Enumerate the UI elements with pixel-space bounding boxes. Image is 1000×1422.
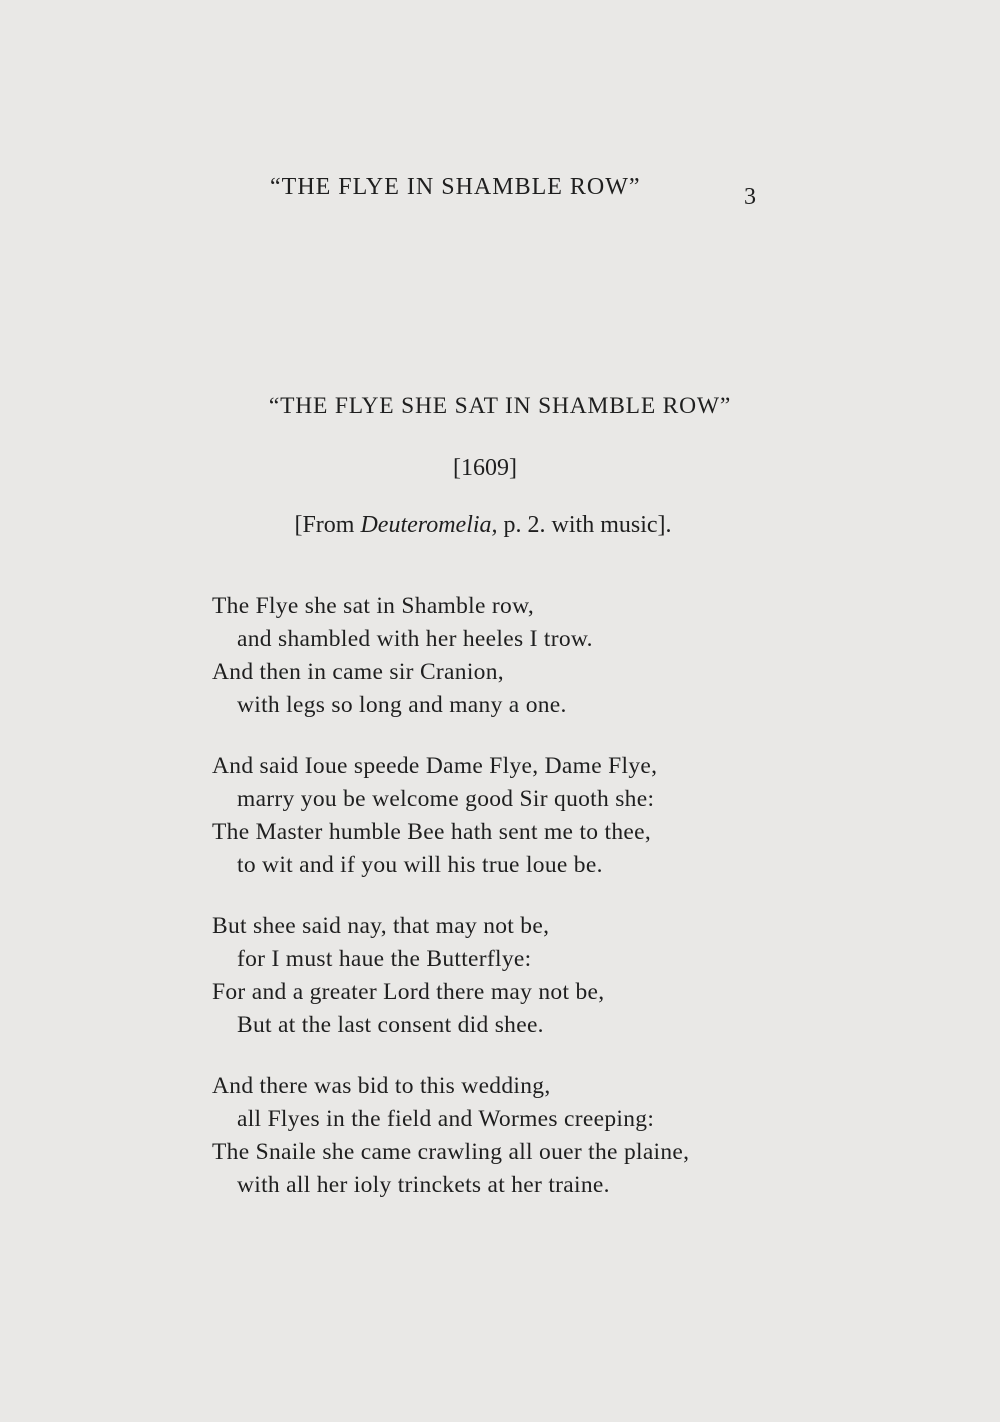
running-head: “THE FLYE IN SHAMBLE ROW” [270, 174, 641, 200]
stanza-3 [212, 910, 812, 1042]
source-prefix: [From [294, 512, 361, 538]
poem-date: [1609] [453, 455, 517, 481]
verse-line: For and a greater Lord there may not be, [212, 979, 605, 1005]
source-note [0, 512, 966, 539]
verse-line: The Master humble Bee hath sent me to thee, [212, 819, 652, 845]
source-suffix: p. 2. with music]. [497, 512, 672, 538]
verse-line: and shambled with her heeles I trow. [237, 626, 593, 652]
verse-line: But shee said nay, that may not be, [212, 913, 550, 939]
source-work-title: Deuteromelia, [360, 512, 498, 538]
verse-line: marry you be welcome good Sir quoth she: [237, 786, 655, 812]
poem-title: “THE FLYE SHE SAT IN SHAMBLE ROW” [268, 393, 732, 419]
verse-line: all Flyes in the field and Wormes creeping: [237, 1106, 655, 1132]
verse-line: And there was bid to this wedding, [212, 1073, 551, 1099]
verse-line: with legs so long and many a one. [237, 692, 567, 718]
verse-line: And said Ioue speede Dame Flye, Dame Flye, [212, 753, 658, 779]
verse-line: And then in came sir Cranion, [212, 659, 504, 685]
page-number: 3 [744, 184, 756, 210]
verse-line: with all her ioly trinckets at her traine. [237, 1172, 610, 1198]
verse-line: to wit and if you will his true loue be. [237, 852, 603, 878]
verse-line: for I must haue the Butterflye: [237, 946, 532, 972]
stanza-2 [212, 750, 812, 882]
verse-line: The Snaile she came crawling all ouer the plaine, [212, 1139, 690, 1165]
stanza-1 [212, 590, 812, 722]
verse-line: But at the last consent did shee. [237, 1012, 544, 1038]
stanza-4 [212, 1070, 812, 1202]
verse-line: The Flye she sat in Shamble row, [212, 593, 535, 619]
poem-body [212, 590, 812, 1230]
